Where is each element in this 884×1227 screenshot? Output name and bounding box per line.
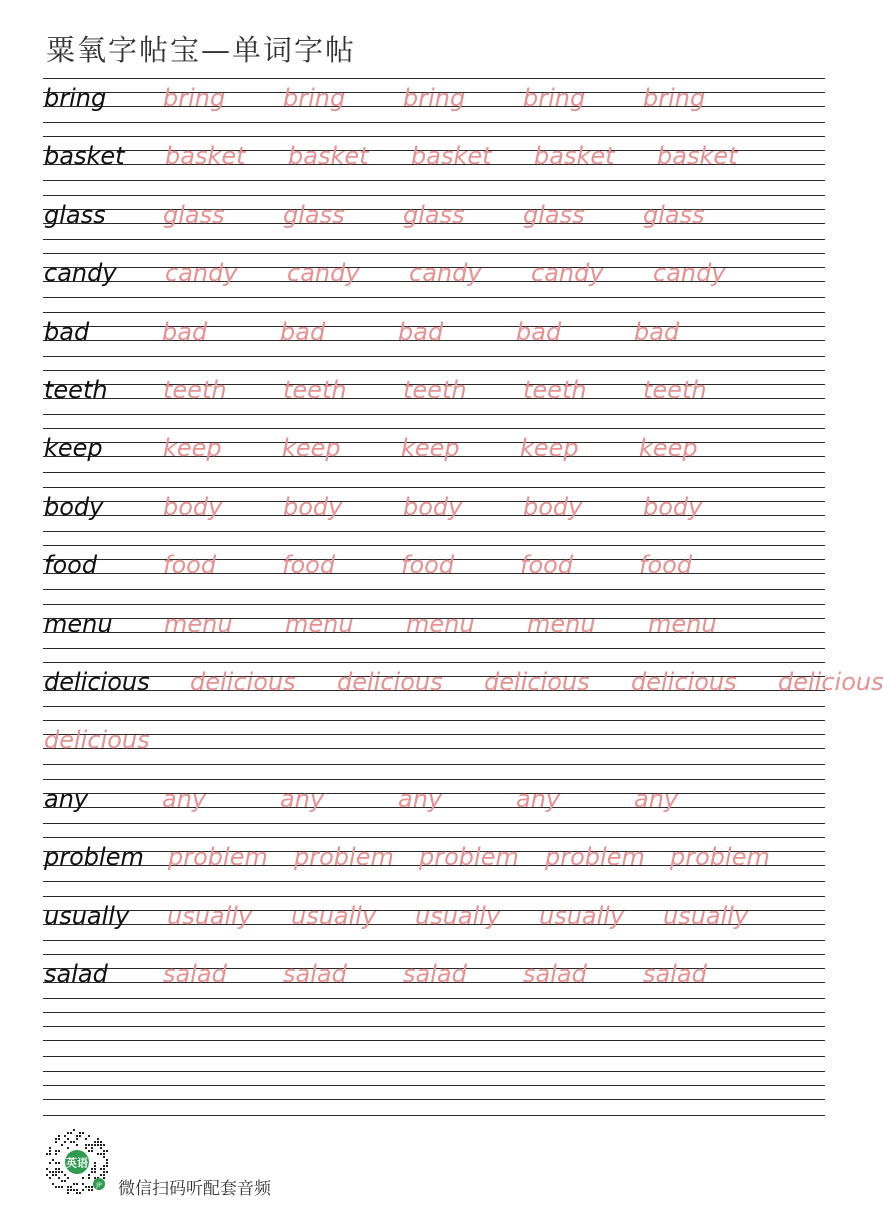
ruling-line bbox=[43, 414, 825, 415]
ruling-line bbox=[43, 1056, 825, 1057]
trace-word: delicious bbox=[778, 668, 884, 696]
model-word: salad bbox=[44, 960, 108, 988]
ruling-line bbox=[43, 706, 825, 707]
model-word: food bbox=[44, 551, 98, 579]
trace-word: bad bbox=[280, 318, 326, 346]
ruling-line bbox=[43, 1085, 825, 1086]
trace-word: bad bbox=[398, 318, 444, 346]
ruling-line bbox=[43, 136, 825, 137]
model-word: glass bbox=[44, 201, 106, 229]
qr-corner-text: JP bbox=[96, 1182, 102, 1189]
trace-word: problem bbox=[545, 843, 645, 871]
trace-word: candy bbox=[531, 259, 604, 287]
model-word: keep bbox=[44, 434, 103, 462]
trace-word: usually bbox=[415, 902, 501, 930]
trace-word: basket bbox=[657, 142, 738, 170]
trace-word: problem bbox=[419, 843, 519, 871]
ruling-line bbox=[43, 239, 825, 240]
trace-word: teeth bbox=[403, 376, 467, 404]
ruling-line bbox=[43, 837, 825, 838]
trace-word: teeth bbox=[283, 376, 347, 404]
ruling-line bbox=[43, 370, 825, 371]
trace-word: menu bbox=[527, 610, 596, 638]
ruling-line bbox=[43, 881, 825, 882]
trace-word: any bbox=[280, 785, 325, 813]
trace-word: usually bbox=[167, 902, 253, 930]
model-word: teeth bbox=[44, 376, 108, 404]
model-word: bad bbox=[44, 318, 90, 346]
trace-word: any bbox=[634, 785, 679, 813]
trace-word: any bbox=[516, 785, 561, 813]
trace-word: body bbox=[643, 493, 703, 521]
model-word: any bbox=[44, 785, 89, 813]
trace-word: salad bbox=[283, 960, 347, 988]
ruling-line bbox=[43, 545, 825, 546]
model-word: basket bbox=[44, 142, 125, 170]
trace-word: usually bbox=[539, 902, 625, 930]
trace-word: usually bbox=[291, 902, 377, 930]
ruling-line bbox=[43, 531, 825, 532]
trace-word: food bbox=[639, 551, 693, 579]
trace-word: menu bbox=[164, 610, 233, 638]
trace-word: food bbox=[401, 551, 455, 579]
model-word: bring bbox=[44, 84, 107, 112]
trace-word: delicious bbox=[44, 726, 150, 754]
trace-word: menu bbox=[285, 610, 354, 638]
ruling-line bbox=[43, 1026, 825, 1027]
model-word: problem bbox=[44, 843, 144, 871]
ruling-line bbox=[43, 1012, 825, 1013]
trace-word: food bbox=[520, 551, 574, 579]
trace-word: candy bbox=[287, 259, 360, 287]
trace-word: body bbox=[283, 493, 343, 521]
model-word: body bbox=[44, 493, 104, 521]
ruling-line bbox=[43, 356, 825, 357]
ruling-line bbox=[43, 954, 825, 955]
ruling-line bbox=[43, 589, 825, 590]
trace-word: bring bbox=[523, 84, 586, 112]
qr-code-icon[interactable] bbox=[42, 1128, 112, 1196]
ruling-line bbox=[43, 1040, 825, 1041]
ruling-line bbox=[43, 297, 825, 298]
ruling-line bbox=[43, 896, 825, 897]
trace-word: basket bbox=[288, 142, 369, 170]
qr-badge-text: 英语 bbox=[66, 1156, 88, 1170]
ruling-line bbox=[43, 648, 825, 649]
trace-word: food bbox=[163, 551, 217, 579]
trace-word: candy bbox=[165, 259, 238, 287]
ruling-line bbox=[43, 312, 825, 313]
trace-word: bring bbox=[643, 84, 706, 112]
ruling-line bbox=[43, 195, 825, 196]
trace-word: keep bbox=[520, 434, 579, 462]
model-word: menu bbox=[44, 610, 113, 638]
ruling-line bbox=[43, 487, 825, 488]
model-word: usually bbox=[44, 902, 130, 930]
trace-word: salad bbox=[163, 960, 227, 988]
trace-word: basket bbox=[165, 142, 246, 170]
ruling-line bbox=[43, 428, 825, 429]
trace-word: delicious bbox=[190, 668, 296, 696]
trace-word: delicious bbox=[484, 668, 590, 696]
trace-word: bring bbox=[163, 84, 226, 112]
trace-word: body bbox=[163, 493, 223, 521]
ruling-line bbox=[43, 734, 825, 735]
ruling-line bbox=[43, 1099, 825, 1100]
ruling-line bbox=[43, 78, 825, 79]
trace-word: basket bbox=[534, 142, 615, 170]
ruling-line bbox=[43, 823, 825, 824]
trace-word: problem bbox=[294, 843, 394, 871]
trace-word: menu bbox=[648, 610, 717, 638]
trace-word: salad bbox=[643, 960, 707, 988]
trace-word: menu bbox=[406, 610, 475, 638]
trace-word: basket bbox=[411, 142, 492, 170]
trace-word: candy bbox=[409, 259, 482, 287]
trace-word: any bbox=[398, 785, 443, 813]
trace-word: delicious bbox=[631, 668, 737, 696]
trace-word: teeth bbox=[643, 376, 707, 404]
trace-word: usually bbox=[663, 902, 749, 930]
trace-word: body bbox=[403, 493, 463, 521]
trace-word: keep bbox=[163, 434, 222, 462]
trace-word: teeth bbox=[163, 376, 227, 404]
trace-word: problem bbox=[168, 843, 268, 871]
page-title: 粟氧字帖宝—单词字帖 bbox=[46, 33, 357, 67]
trace-word: any bbox=[162, 785, 207, 813]
trace-word: glass bbox=[523, 201, 585, 229]
trace-word: glass bbox=[283, 201, 345, 229]
trace-word: delicious bbox=[337, 668, 443, 696]
trace-word: keep bbox=[401, 434, 460, 462]
ruling-line bbox=[43, 748, 825, 749]
ruling-line bbox=[43, 122, 825, 123]
model-word: candy bbox=[44, 259, 117, 287]
trace-word: bring bbox=[283, 84, 346, 112]
ruling-line bbox=[43, 604, 825, 605]
trace-word: problem bbox=[670, 843, 770, 871]
trace-word: glass bbox=[643, 201, 705, 229]
trace-word: bad bbox=[162, 318, 208, 346]
trace-word: teeth bbox=[523, 376, 587, 404]
ruling-line bbox=[43, 998, 825, 999]
trace-word: body bbox=[523, 493, 583, 521]
ruling-line bbox=[43, 764, 825, 765]
trace-word: salad bbox=[403, 960, 467, 988]
model-word: delicious bbox=[44, 668, 150, 696]
trace-word: salad bbox=[523, 960, 587, 988]
ruling-line bbox=[43, 779, 825, 780]
ruling-line bbox=[43, 253, 825, 254]
trace-word: keep bbox=[282, 434, 341, 462]
footer-caption: 微信扫码听配套音频 bbox=[118, 1179, 271, 1199]
trace-word: food bbox=[282, 551, 336, 579]
ruling-line bbox=[43, 720, 825, 721]
trace-word: candy bbox=[653, 259, 726, 287]
trace-word: keep bbox=[639, 434, 698, 462]
trace-word: glass bbox=[163, 201, 225, 229]
ruling-line bbox=[43, 662, 825, 663]
ruling-line bbox=[43, 940, 825, 941]
trace-word: bad bbox=[634, 318, 680, 346]
trace-word: bring bbox=[403, 84, 466, 112]
ruling-line bbox=[43, 1115, 825, 1116]
ruling-line bbox=[43, 1071, 825, 1072]
ruling-line bbox=[43, 180, 825, 181]
ruling-line bbox=[43, 472, 825, 473]
trace-word: bad bbox=[516, 318, 562, 346]
trace-word: glass bbox=[403, 201, 465, 229]
